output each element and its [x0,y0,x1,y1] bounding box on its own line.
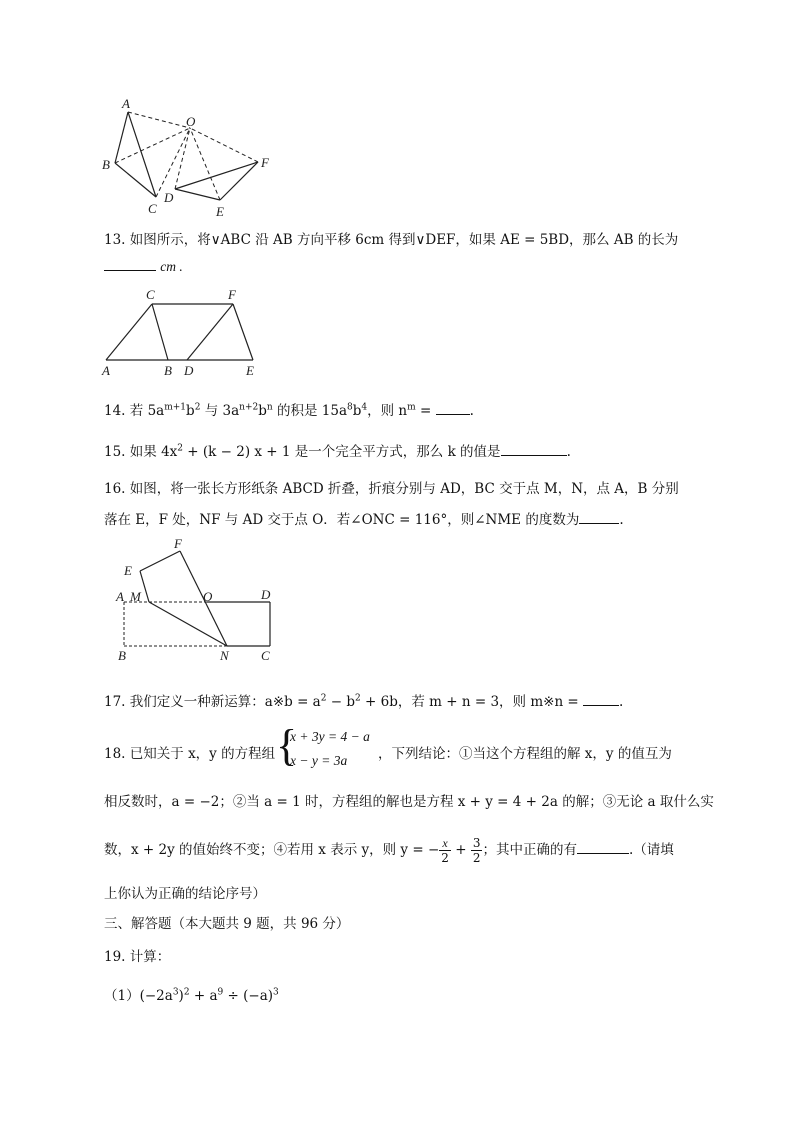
q13-answer-line [104,258,183,275]
question-16-line2: 落在 E，F 处，NF 与 AD 交于点 O．若∠ONC = 116°，则∠NME 的度数为 . [104,512,624,528]
question-13 [104,228,678,248]
segment-ab [115,112,128,163]
question-15: 15. 如果 $4x^2 + (k - 2) x + 1$ 是一个完全平方式，那么 k 的值是 . [104,443,571,460]
fraction-x-over-2: $\frac{x}{2}$ [441,836,449,865]
label-a: A [102,363,110,378]
label-d: D [164,190,174,205]
section-three-title: 三、解答题（本大题共 9 题，共 96 分） [104,916,350,932]
question-18-line2: 相反数时，a = −2；②当 a = 1 时，方程组的解也是方程 x + y = 4 + 2a 的解；③无论 a 取什么实 [104,794,714,810]
q13-unit: cm . [160,259,183,274]
label-e: E [216,204,224,219]
label-d: D [184,363,194,378]
segment-df [175,162,258,189]
label-f: F [261,155,269,170]
label-c: C [148,201,157,216]
q13-text: 如图所示，将∨ABC 沿 AB 方向平移 6cm 得到∨DEF，如果 AE = 5BD，那么 AB 的长为 [129,232,679,248]
q18-answer-blank[interactable] [577,841,629,854]
label-b: B [102,157,110,172]
question-18-post: ，下列结论：①当这个方程组的解 x，y 的值互为 [378,746,672,762]
question-18-line4: 上你认为正确的结论序号） [104,886,266,902]
figure-translated-triangles [98,284,268,380]
question-19: 19. 计算： [104,949,171,965]
q16-answer-blank[interactable] [579,511,619,524]
question-18-intro: 18. 已知关于 x，y 的方程组 [104,746,276,762]
svg-text:E: E [124,563,132,578]
equation-1: x + 3y = 4 − a [290,729,370,744]
svg-text:C: C [261,648,270,662]
q15-answer-blank[interactable] [501,443,567,456]
segment-de [175,189,220,200]
label-a: A [122,96,130,111]
label-c: C [146,287,155,302]
question-19-part-1: $(1)(-2a^3)^2 + a^9 \div (-a)^3$ [104,987,279,1004]
label-f: F [228,287,236,302]
svg-text:B: B [118,648,126,662]
svg-text:D: D [261,587,271,602]
svg-text:O: O [203,589,213,604]
label-b: B [164,363,172,378]
q13-answer-blank[interactable] [104,258,156,271]
label-e: E [246,363,254,378]
equation-brace: { [276,721,298,770]
svg-text:A: A [116,589,124,604]
q17-answer-blank[interactable] [583,693,619,706]
q13-number: 13. [104,232,126,248]
q14-answer-blank[interactable] [436,402,470,415]
question-17: 17. 我们定义一种新运算：a※b = $a^2 - b^2 + 6b$，若 m + n = 3，则 m※n = . [104,693,624,710]
fraction-3-over-2: $\frac{3}{2}$ [472,836,481,865]
question-14: 14. 若 $5a^{m+1}b^2$ 与 $3a^{n+2}b^n$ 的积是 $15a^8b^4$，则 $n^m$ = . [104,402,474,419]
figure-triangles-with-point-o [98,92,288,222]
svg-text:N: N [220,648,229,662]
figure-folded-paper-strip [112,538,282,662]
question-18-line3: 数，x + 2y 的值始终不变；④若用 x 表示 y，则 y = − $\frac{x}{2}$ + $\frac{3}{2}$ ；其中正确的有 .（请填 [104,836,674,865]
equation-2: x − y = 3a [290,753,348,768]
question-16: 16. 如图，将一张长方形纸条 ABCD 折叠，折痕分别与 AD，BC 交于点 M，N，点 A，B 分别 [104,481,679,497]
label-o: O [186,114,196,129]
svg-text:F: F [174,538,182,551]
segment-ac [128,112,156,197]
svg-text:M: M [130,589,141,604]
